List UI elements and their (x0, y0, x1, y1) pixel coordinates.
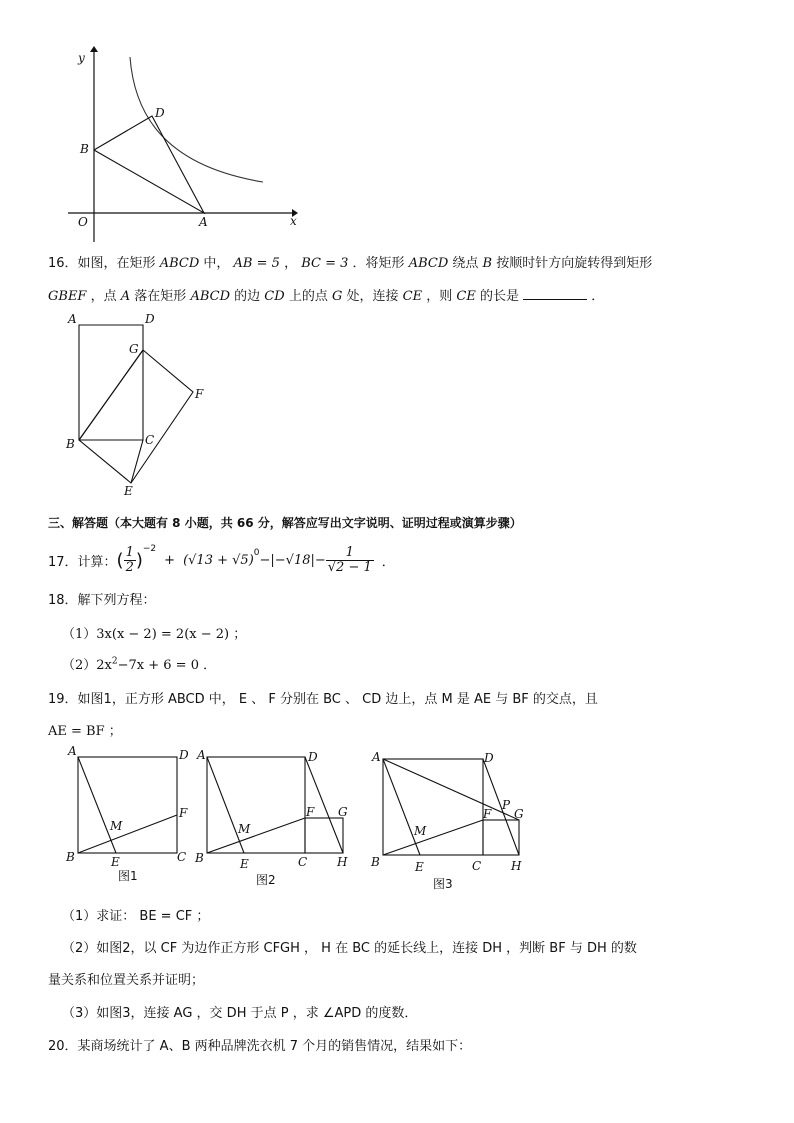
point-f-label: F (179, 806, 188, 820)
point-e-label: E (415, 860, 424, 874)
section-heading: 三、解答题（本大题有 8 小题，共 66 分，解答应写出文字说明、证明过程或演算步骤） (48, 516, 522, 530)
point-e-label: E (124, 484, 133, 498)
point-c-label: C (298, 855, 308, 869)
point-a-label: A (68, 312, 77, 326)
point-d-label: D (145, 312, 155, 326)
q19-line1: 19．如图1，正方形 ABCD 中， E 、 F 分别在 BC 、 CD 边上，点 M 是 AE 与 BF 的交点，且 (48, 692, 598, 707)
q17: 17．计算： ( $\frac{1}{2}$ ) $^{-2}$ + (√13 + √5) $^0$ −|−√18|− $\frac{1}{√2 - 1}$ ． (48, 544, 395, 575)
point-d-label: D (484, 751, 494, 765)
q18-part1: （1）3x(x − 2) = 2(x − 2) ； (62, 627, 247, 642)
point-h-label: H (511, 859, 522, 873)
point-m-label: M (414, 824, 427, 838)
origin-label: O (78, 215, 88, 229)
q16-line2: GBEF ，点 A 落在矩形 ABCD 的边 CD 上的点 G 处，连接 CE ，则 CE 的长是 ． (48, 289, 605, 304)
y-axis-label: y (78, 51, 85, 65)
figure-1-caption: 图1 (118, 869, 138, 883)
point-p-label: P (502, 798, 511, 812)
point-m-label: M (110, 819, 123, 833)
q19-sub2-line1: （2）如图2，以 CF 为边作正方形 CFGH ， H 在 BC 的延长线上，连接 DH ，判断 BF 与 DH 的数 (62, 941, 637, 956)
x-axis-label: x (290, 214, 297, 228)
q18-part2: $(2)2x^2-7x + 6 = 0$ ． (62, 656, 217, 673)
point-e-label: E (111, 855, 120, 869)
point-e-label: E (240, 857, 249, 871)
point-a-label: A (199, 215, 208, 229)
point-m-label: M (238, 822, 251, 836)
point-g-label: G (514, 807, 524, 821)
point-c-label: C (177, 850, 187, 864)
point-c-label: C (472, 859, 482, 873)
point-a-label: A (197, 748, 206, 762)
point-c-label: C (145, 433, 155, 447)
point-d-label: D (179, 748, 189, 762)
q18-title: 18．解下列方程： (48, 593, 156, 608)
q20-line1: 20．某商场统计了 A、B 两种品牌洗衣机 7 个月的销售情况，结果如下： (48, 1039, 472, 1054)
point-d-label: D (155, 106, 165, 120)
q19-sub1: （1）求证： BE = CF ； (62, 909, 210, 924)
figure-2 (194, 748, 348, 887)
point-f-label: F (306, 805, 315, 819)
q19-line2: AE = BF ； (48, 724, 122, 739)
point-a-label: A (68, 744, 77, 758)
point-b-label: B (66, 850, 75, 864)
point-h-label: H (337, 855, 348, 869)
point-a-label: A (372, 750, 381, 764)
point-f-label: F (195, 387, 204, 401)
q16-line1: 16．如图，在矩形 ABCD 中， AB = 5 ， BC = 3 ．将矩形 ABCD 绕点 B 按顺时针方向旋转得到矩形 (48, 256, 653, 271)
figure-3 (370, 750, 524, 891)
point-b-label: B (66, 437, 75, 451)
figure-2-caption: 图2 (256, 873, 276, 887)
point-b-label: B (80, 142, 89, 156)
figure-1 (65, 744, 189, 883)
q19-sub2-line2: 量关系和位置关系并证明； (48, 973, 205, 988)
q19-sub3: （3）如图3，连接 AG ，交 DH 于点 P ，求 ∠APD 的度数． (62, 1006, 418, 1021)
point-g-label: G (129, 342, 139, 356)
point-b-label: B (195, 851, 204, 865)
point-f-label: F (483, 807, 492, 821)
point-d-label: D (308, 750, 318, 764)
figure-3-caption: 图3 (433, 877, 453, 891)
point-b-label: B (371, 855, 380, 869)
point-g-label: G (338, 805, 348, 819)
